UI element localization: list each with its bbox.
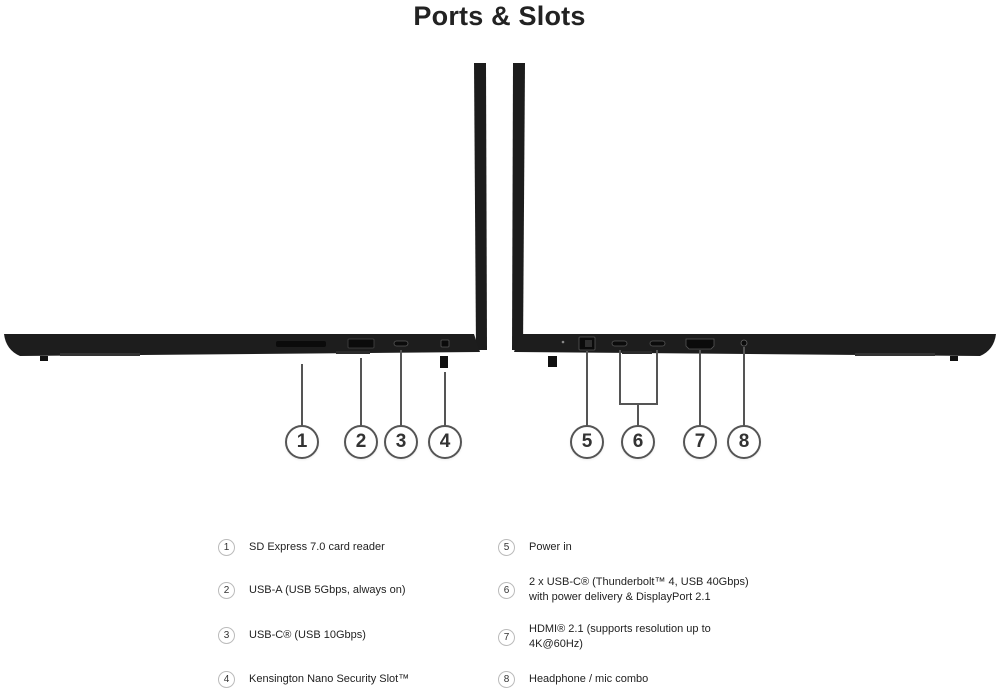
left-laptop-lid [474, 63, 487, 350]
callout-2: 2 [344, 425, 378, 459]
page-title: Ports & Slots [413, 1, 586, 31]
left-laptop [4, 63, 487, 368]
legend-item-4 [218, 671, 409, 688]
callout-3: 3 [384, 425, 418, 459]
callout-6: 6 [621, 425, 655, 459]
hdmi-port [686, 339, 714, 349]
usb-c-port-left [394, 341, 408, 346]
legend-number: 8 [498, 671, 515, 688]
left-laptop-base [4, 334, 480, 356]
callout-4: 4 [428, 425, 462, 459]
legend-item-7 [498, 622, 711, 652]
legend-text: USB-A (USB 5Gbps, always on) [249, 584, 406, 596]
legend-text: USB-C® (USB 10Gbps) [249, 629, 366, 641]
legend-text-line-2: with power delivery & DisplayPort 2.1 [529, 591, 711, 603]
legend-text-line-1: 2 x USB-C® (Thunderbolt™ 4, USB 40Gbps) [529, 576, 749, 588]
legend-number: 2 [218, 582, 235, 599]
legend-text-line-2: 4K@60Hz) [529, 638, 583, 650]
legend-number: 7 [498, 629, 515, 646]
legend-item-8 [498, 671, 648, 688]
thunderbolt-port-2 [650, 341, 665, 346]
kensington-slot [441, 340, 449, 347]
audio-jack [741, 340, 747, 346]
legend-number: 5 [498, 539, 515, 556]
callout-1: 1 [285, 425, 319, 459]
legend-number: 4 [218, 671, 235, 688]
legend-number: 3 [218, 627, 235, 644]
legend-text: Power in [529, 541, 572, 553]
legend-item-1 [218, 539, 385, 556]
callout-leader-lines [302, 347, 744, 426]
callout-8: 8 [727, 425, 761, 459]
legend-number: 1 [218, 539, 235, 556]
usb-a-port [348, 339, 374, 348]
callout-5: 5 [570, 425, 604, 459]
thunderbolt-port-1 [612, 341, 627, 346]
legend-item-3 [218, 627, 366, 644]
legend-text [529, 622, 711, 652]
legend-item-6 [498, 575, 749, 605]
legend-item-5 [498, 539, 572, 556]
right-laptop-lid [512, 63, 525, 350]
legend-text-line-1: HDMI® 2.1 (supports resolution up to [529, 623, 711, 635]
callout-7: 7 [683, 425, 717, 459]
legend-text: Headphone / mic combo [529, 673, 649, 685]
sd-card-slot [276, 341, 326, 347]
right-laptop [512, 63, 996, 367]
legend-text: Kensington Nano Security Slot™ [249, 673, 410, 685]
legend-number: 6 [498, 582, 515, 599]
legend-item-2 [218, 582, 406, 599]
legend-text [529, 575, 749, 605]
legend-text: SD Express 7.0 card reader [249, 541, 385, 553]
